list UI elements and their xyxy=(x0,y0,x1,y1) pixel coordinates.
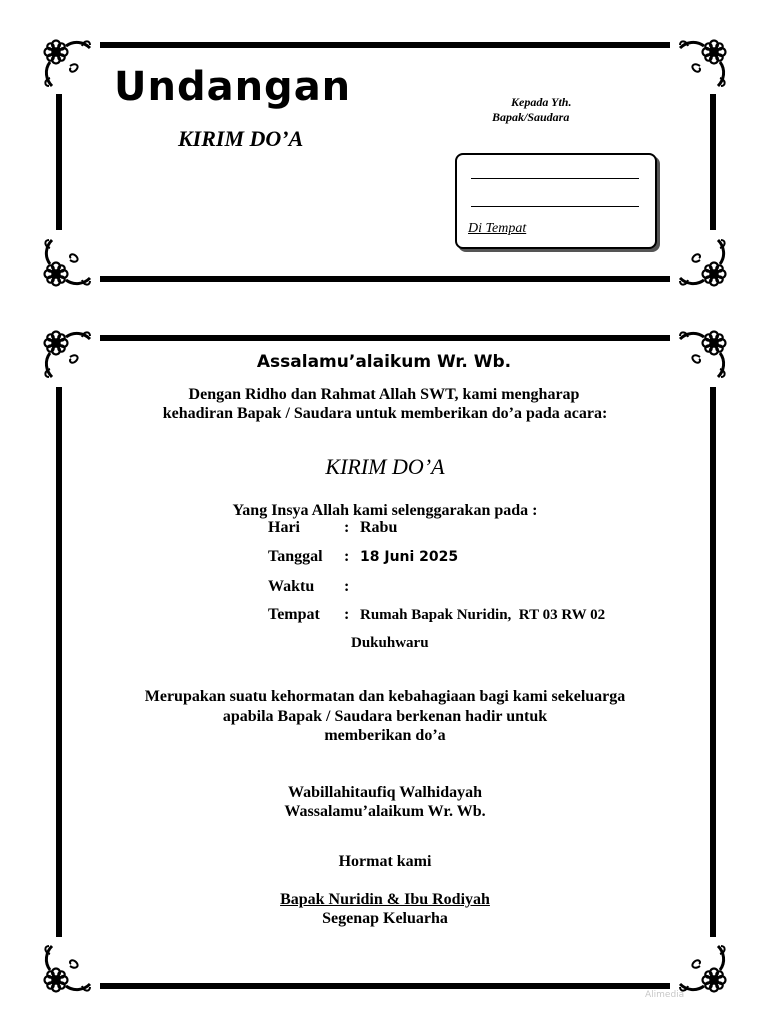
address-line xyxy=(471,178,639,179)
ornament-icon xyxy=(678,238,730,290)
ornament-icon xyxy=(40,36,92,88)
letter-frame-top xyxy=(100,335,670,341)
cover-subtitle: KIRIM DO’A xyxy=(178,126,304,151)
detail-label-tempat: Tempat xyxy=(268,606,320,623)
detail-label-hari: Hari xyxy=(268,519,300,536)
detail-value-tanggal: 18 Juni 2025 xyxy=(360,549,459,565)
address-box xyxy=(455,153,657,249)
detail-value-tempat: Rumah Bapak Nuridin, RT 03 RW 02 xyxy=(360,607,606,623)
host-names: Bapak Nuridin & Ibu Rodiyah xyxy=(280,891,490,908)
recipient-label: Bapak/Saudara xyxy=(492,110,570,124)
detail-value-tempat-line2: Dukuhwaru xyxy=(351,635,429,651)
honor-line: Merupakan suatu kehormatan dan kebahagiaan bagi kami sekeluarga xyxy=(144,688,626,705)
di-tempat-label: Di Tempat xyxy=(468,221,527,236)
detail-sep: : xyxy=(344,606,350,623)
recipient-label: Kepada Yth. xyxy=(511,95,572,109)
greeting: Assalamu’alaikum Wr. Wb. xyxy=(256,352,512,372)
closing-line: Wabillahitaufiq Walhidayah xyxy=(287,784,482,801)
closing-line: Wassalamu’alaikum Wr. Wb. xyxy=(284,803,486,820)
honor-line: apabila Bapak / Saudara berkenan hadir untuk xyxy=(222,708,548,725)
letter-frame-bottom xyxy=(100,983,670,989)
address-line xyxy=(471,206,639,207)
detail-sep: : xyxy=(344,519,350,536)
detail-label-tanggal: Tanggal xyxy=(268,548,323,565)
cover-frame-top xyxy=(100,42,670,48)
watermark: Alimedia xyxy=(645,990,685,1000)
intro-line: kehadiran Bapak / Saudara untuk memberikan do’a pada acara: xyxy=(162,405,608,422)
cover-frame-right xyxy=(710,94,716,230)
cover-frame-bottom xyxy=(100,276,670,282)
schedule-intro: Yang Insya Allah kami selenggarakan pada : xyxy=(232,502,538,519)
event-title: KIRIM DO’A xyxy=(325,454,445,479)
cover-title: Undangan xyxy=(114,64,352,110)
detail-sep: : xyxy=(344,578,350,595)
detail-sep: : xyxy=(344,548,350,565)
ornament-icon xyxy=(678,36,730,88)
ornament-icon xyxy=(40,944,92,996)
ornament-icon xyxy=(678,944,730,996)
family-signature: Segenap Keluarha xyxy=(322,910,448,927)
detail-label-waktu: Waktu xyxy=(268,578,315,595)
ornament-icon xyxy=(40,238,92,290)
regards: Hormat kami xyxy=(338,853,432,870)
honor-line: memberikan do’a xyxy=(324,727,446,744)
cover-frame-left xyxy=(56,94,62,230)
intro-line: Dengan Ridho dan Rahmat Allah SWT, kami mengharap xyxy=(188,386,580,403)
detail-value-hari: Rabu xyxy=(360,519,398,536)
